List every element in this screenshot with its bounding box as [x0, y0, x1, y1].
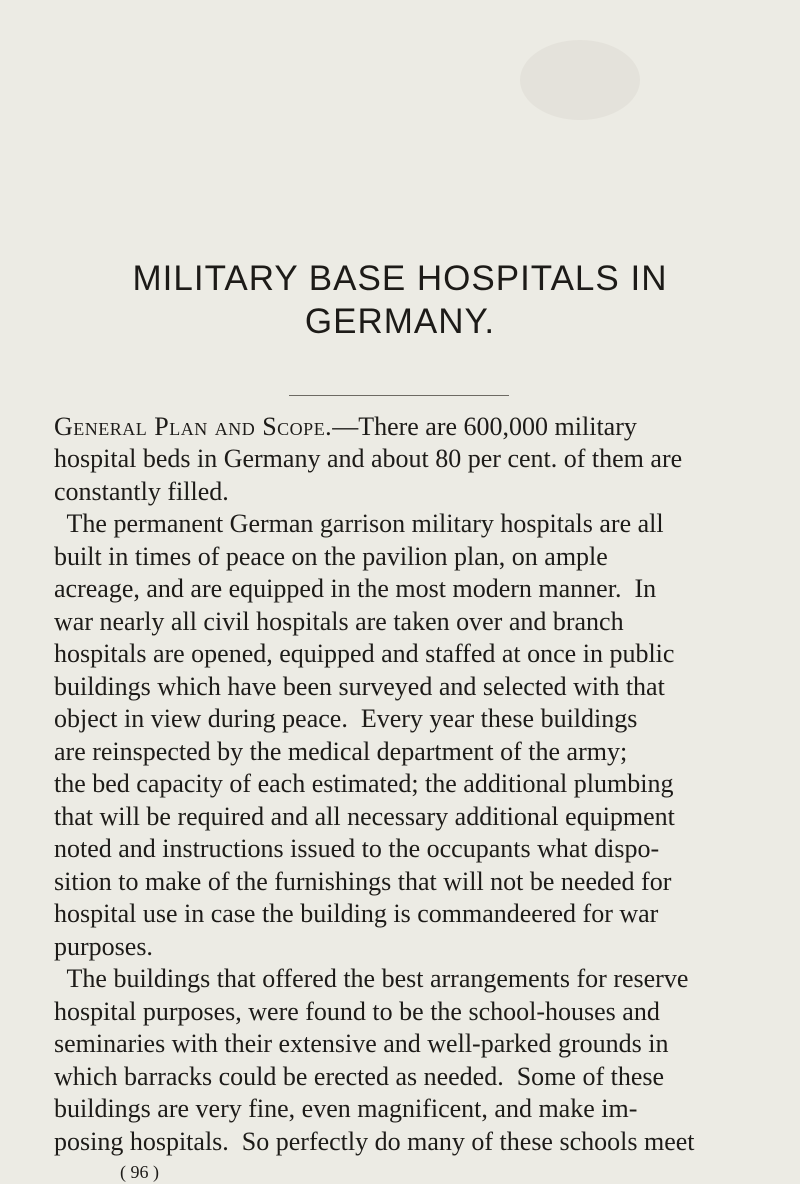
body-line: which barracks could be erected as needed. Some of these [54, 1061, 665, 1091]
body-line: noted and instructions issued to the occupants what dispo- [54, 834, 660, 863]
body-line: the bed capacity of each estimated; the additional plumbing [54, 769, 674, 798]
body-line: acreage, and are equipped in the most modern manner. In [54, 574, 657, 603]
body-line: built in times of peace on the pavilion plan, on ample [54, 541, 608, 571]
body-line: that will be required and all necessary additional equipment [54, 801, 675, 831]
body-line: war nearly all civil hospitals are taken over and branch [54, 606, 624, 636]
body-line: posing hospitals. So perfectly do many of these schools meet [54, 1126, 695, 1156]
body-line-1 [54, 411, 768, 444]
title-divider [289, 395, 509, 396]
body-line: seminaries with their extensive and well-parked grounds in [54, 1029, 669, 1058]
body-line: hospital purposes, were found to be the school-houses and [54, 996, 660, 1026]
page-number: ( 96 ) [120, 1162, 159, 1182]
body-line: hospital use in case the building is commandeered for war [54, 899, 659, 928]
section-heading: General Plan and Scope. [54, 411, 333, 441]
body-line: The buildings that offered the best arrangements for reserve [54, 964, 689, 993]
body-line: constantly filled. [54, 476, 229, 506]
body-line: The permanent German garrison military hospitals are all [54, 509, 664, 538]
body-line: hospital beds in Germany and about 80 per cent. of them are [54, 444, 683, 473]
body-line: buildings are very fine, even magnificent, and make im- [54, 1094, 638, 1123]
body-line: purposes. [54, 931, 153, 961]
body-line: sition to make of the furnishings that will not be needed for [54, 866, 672, 896]
body-line-1-text: —There are 600,000 military [332, 411, 637, 441]
paper-stain [520, 40, 640, 120]
page-title-line-1: MILITARY BASE HOSPITALS IN [132, 259, 668, 298]
body-line: are reinspected by the medical department of the army; [54, 736, 628, 766]
body-line: hospitals are opened, equipped and staffed at once in public [54, 639, 675, 668]
body-line: object in view during peace. Every year these buildings [54, 704, 638, 733]
page-title-line-2: GERMANY. [304, 302, 496, 341]
body-line: buildings which have been surveyed and selected with that [54, 671, 665, 701]
